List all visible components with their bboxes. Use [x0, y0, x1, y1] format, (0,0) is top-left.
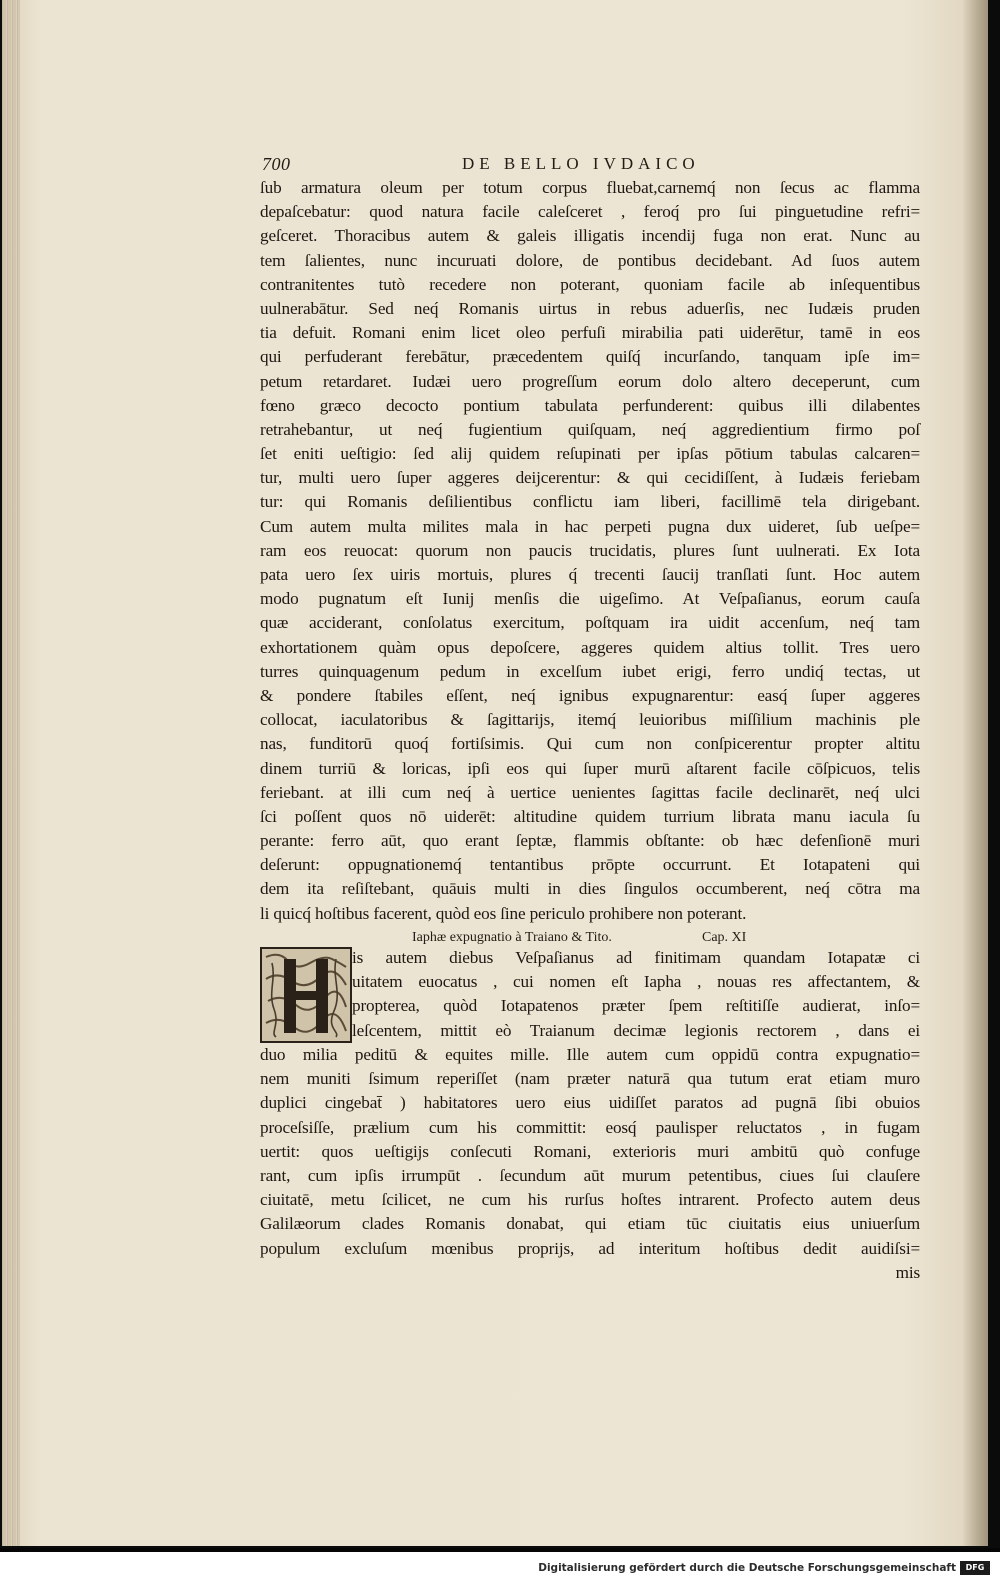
text-line: retrahebantur, ut neq́ fugientium quiſquam, neq́ aggredientium firmo poſ	[260, 419, 920, 439]
text-line: proceſsiſſe, prælium cum his committit: eosq́ paulisper reluctatos , in fugam	[260, 1117, 920, 1137]
text-line: rant, cum ipſis irrumpūt . ſecundum aūt murum petentibus, ciues ſui clauſere	[260, 1165, 920, 1185]
digitization-footer	[0, 1552, 1000, 1586]
text-line: leſcentem, mittit eò Traianum decimæ legionis rectorem , dans ei	[352, 1020, 920, 1040]
text-line: tur, multi uero ſuper aggeres deijcerentur: & qui cecidiſſent, à Iudæis feriebam	[260, 468, 920, 488]
text-line: deſerunt: oppugnationemq́ tentantibus prōpte occurrunt. Et Iotapateni qui	[260, 855, 920, 875]
text-line: qui perfuderant ferebātur, præcedentem quiſq́ incurſando, tanquam ipſe im=	[260, 347, 920, 367]
text-line: fœno græco decocto pontium tabulata perfunderent: quibus illi dilabentes	[260, 395, 920, 415]
text-line: & pondere ſtabiles eſſent, neq́ ignibus expugnarentur: easq́ ſuper aggeres	[260, 685, 920, 705]
text-line: quæ acciderant, conſolatus exercitum, poſtquam ira uidit accenſum, neq́ tam	[260, 613, 920, 633]
chapter-title: Iaphæ expugnatio à Traiano & Tito.	[412, 930, 612, 945]
dfg-logo-icon: DFG	[960, 1561, 990, 1575]
catchword-row	[260, 1261, 920, 1285]
text-line: ſub armatura oleum per totum corpus fluebat,carnemq́ non ſecus ac flamma	[260, 178, 920, 197]
text-line: tur: qui Romanis deſilientibus conflictu iam liberi, facillimē tela dirigebant.	[260, 492, 920, 512]
page-edge-stack	[2, 0, 20, 1546]
text-line: li quicq́ hoſtibus facerent, quòd eos ſine periculo prohibere non poterant.	[260, 903, 747, 923]
text-line: uitatem euocatus , cui nomen eſt Iapha , nouas res affectantem, &	[352, 972, 920, 992]
text-line: depaſcebatur: quod natura facile caleſceret , feroq́ pro ſui pinguetudine refri=	[260, 202, 920, 222]
funding-credit: Digitalisierung gefördert durch die Deutsche Forschungsgemeinschaft	[538, 1562, 956, 1574]
text-line: modo pugnatum eſt Iunij menſis die uigeſimo. At Veſpaſianus, eorum cauſa	[260, 589, 920, 609]
page-gutter-shadow	[962, 0, 988, 1546]
text-line: contranitentes tutò recedere non poterant, quoniam facile ab inſequentibus	[260, 274, 920, 294]
text-line: feriebant. at illi cum neq́ à uertice uenientes ſagittas facile declinarēt, neq́ ulci	[260, 782, 920, 802]
running-title: DE BELLO IVDAICO	[462, 154, 700, 173]
text-line: Cum autem multa milites mala in hac perpeti pugna dux uideret, ſub ueſpe=	[260, 516, 920, 536]
decorated-initial	[260, 947, 352, 1043]
text-line: ſci poſſent quos nō uiderēt: altitudine quidem turrium librata manu iacula ſu	[260, 806, 920, 826]
text-line: geſceret. Thoracibus autem & galeis illigatis incendij fuga non erat. Nunc au	[260, 226, 920, 246]
chapter-heading	[412, 930, 832, 946]
text-line: nem muniti ſsimum reperiſſet (nam præter naturā qua tutum erat etiam muro	[260, 1069, 920, 1089]
text-line: petum retardaret. Iudæi uero progreſſum eorum dolo altero deceperunt, cum	[260, 371, 920, 391]
ornament-initial-icon	[262, 949, 350, 1041]
text-line: propterea, quòd Iotapatenos præter ſpem reſtitiſſe audierat, inſo=	[352, 996, 920, 1016]
text-line: tia defuit. Romani enim licet oleo perfuſi mirabilia pati uiderētur, tamē in eos	[260, 323, 920, 343]
text-line: nas, funditorū quoq́ fortiſsimis. Qui cum non conſpicerentur propter altitu	[260, 734, 920, 754]
text-line: populum excluſum mœnibus proprijs, ad interitum hoſtibus dedit auidiſsi=	[260, 1238, 920, 1258]
catchword: mis	[895, 1263, 920, 1282]
chapter-indented-text	[352, 946, 920, 1043]
text-line: duplici cingebat̄ ) habitatores uero eius uidiſſet paratos ad pugnā ſibi obuios	[260, 1093, 920, 1113]
text-line: tem ſalientes, nunc incuruati dolore, de pontibus decidebant. Ad ſuos autem	[260, 250, 920, 270]
page-number: 700	[262, 154, 291, 174]
text-line: uulnerabātur. Sed neq́ Romanis uirtus in rebus aduerſis, nec Iudæis pruden	[260, 298, 920, 318]
text-line: collocat, iaculatoribus & ſagittarijs, itemq́ leuioribus miſſilium machinis ple	[260, 710, 920, 730]
text-line: dinem turriū & loricas, ipſi eos qui ſuper murū aſtarent facile cōſpicuos, telis	[260, 758, 920, 778]
text-line: perante: ferro aūt, quo erant ſeptæ, flammis obſtante: ob hæc defenſionē muri	[260, 831, 920, 851]
text-line: ciuitatē, metu ſcilicet, ne cum his rurſus hoſtes intrarent. Profecto autem deus	[260, 1190, 920, 1210]
text-line: ram eos reuocat: quorum non paucis trucidatis, plures ſunt uulnerati. Ex Iota	[260, 540, 920, 560]
text-line: uertit: quos ueſtigijs conſecuti Romani, exterioris muri ambitū quò confuge	[260, 1141, 920, 1161]
text-line: Galilæorum clades Romanis donabat, qui etiam tūc ciuitatis eius uniuerſum	[260, 1214, 920, 1234]
text-line: is autem diebus Veſpaſianus ad finitimam quandam Iotapatæ ci	[352, 948, 920, 967]
text-line: dem ita reſiſtebant, quāuis multi in dies ſingulos occumberent, neq́ cōtra ma	[260, 879, 920, 899]
text-line: pata uero ſex uiris mortuis, plures q́ trecenti ſaucij tranſlati ſunt. Hoc autem	[260, 565, 920, 584]
text-line: turres quinquagenum pedum in excelſum iubet erigi, ferro undiq́ tectas, ut	[260, 661, 920, 681]
text-line: ſet eniti ueſtigio: ſed alij quidem reſupinati per ipſas pōtium tabulas calcaren=	[260, 444, 920, 464]
text-line: exhortationem quàm opus depoſcere, aggeres quidem altius tollit. Tres uero	[260, 637, 920, 657]
chapter-text	[260, 1043, 920, 1261]
text-line: duo milia peditū & equites mille. Ille autem cum oppidū contra expugnatio=	[260, 1045, 920, 1064]
body-text	[260, 176, 920, 926]
chapter-number: Cap. XI	[702, 930, 747, 945]
